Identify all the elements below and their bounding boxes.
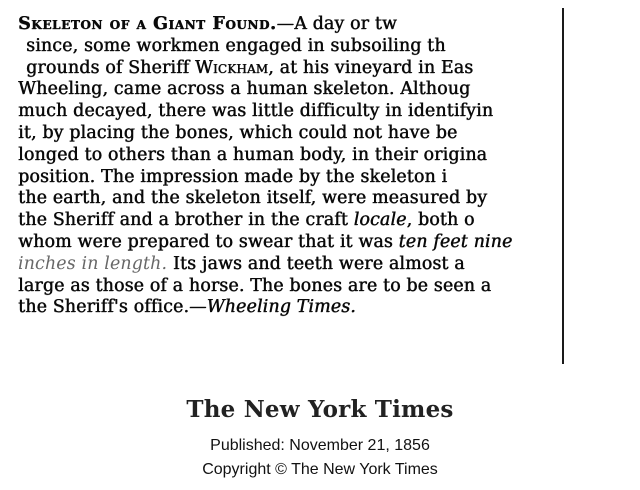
article-body bbox=[18, 14, 604, 319]
article-text: , at his vineyard in Eas bbox=[268, 57, 474, 78]
article-text-italic-faded: inches in length. bbox=[18, 253, 168, 274]
publication-date: Published: November 21, 1856 bbox=[210, 437, 430, 454]
article-text: Its jaws and teeth were almost a bbox=[167, 253, 465, 274]
article-line-2 bbox=[18, 36, 604, 58]
article-text: much decayed, there was little difficulty in identifyin bbox=[18, 101, 494, 122]
article-text: position. The impression made by the skeleton i bbox=[18, 166, 448, 187]
article-text: grounds of Sheriff bbox=[26, 57, 195, 78]
article-text: , both o bbox=[406, 210, 475, 231]
article-line-1 bbox=[18, 14, 604, 36]
article-text: the Sheriff's office.— bbox=[18, 297, 207, 318]
newspaper-masthead: The New York Times bbox=[186, 396, 454, 423]
article-line-14 bbox=[18, 297, 604, 319]
article-line-10 bbox=[18, 210, 604, 232]
article-text-smallcaps: Wickham bbox=[194, 57, 269, 78]
article-text: it, by placing the bones, which could not have be bbox=[18, 122, 458, 143]
article-text: large as those of a horse. The bones are to be seen a bbox=[18, 275, 492, 296]
article-line-5 bbox=[18, 101, 604, 123]
article-line-3 bbox=[18, 58, 604, 80]
article-source: Wheeling Times. bbox=[206, 297, 356, 318]
article-text-italic: locale bbox=[353, 210, 407, 231]
article-line-9 bbox=[18, 188, 604, 210]
article-line-8 bbox=[18, 167, 604, 189]
article-line-13 bbox=[18, 276, 604, 298]
article-line-12 bbox=[18, 254, 604, 276]
article-text: longed to others than a human body, in their origina bbox=[18, 144, 488, 165]
column-divider bbox=[562, 8, 564, 364]
article-line-6 bbox=[18, 123, 604, 145]
article-text: the Sheriff and a brother in the craft bbox=[18, 210, 354, 231]
article-line-7 bbox=[18, 145, 604, 167]
article-line-4 bbox=[18, 79, 604, 101]
article-text: since, some workmen engaged in subsoiling th bbox=[26, 35, 446, 56]
copyright-notice: Copyright © The New York Times bbox=[202, 461, 438, 478]
article-text: whom were prepared to swear that it was bbox=[18, 231, 399, 252]
article-text: the earth, and the skeleton itself, were measured by bbox=[18, 188, 488, 209]
article-line-1-tail: —A day or tw bbox=[276, 14, 397, 34]
article-headline: Skeleton of a Giant Found. bbox=[18, 14, 277, 34]
article-text-italic: ten feet nine bbox=[398, 231, 513, 252]
article-line-11 bbox=[18, 232, 604, 254]
article-text: Wheeling, came across a human skeleton. Althoug bbox=[18, 79, 471, 100]
